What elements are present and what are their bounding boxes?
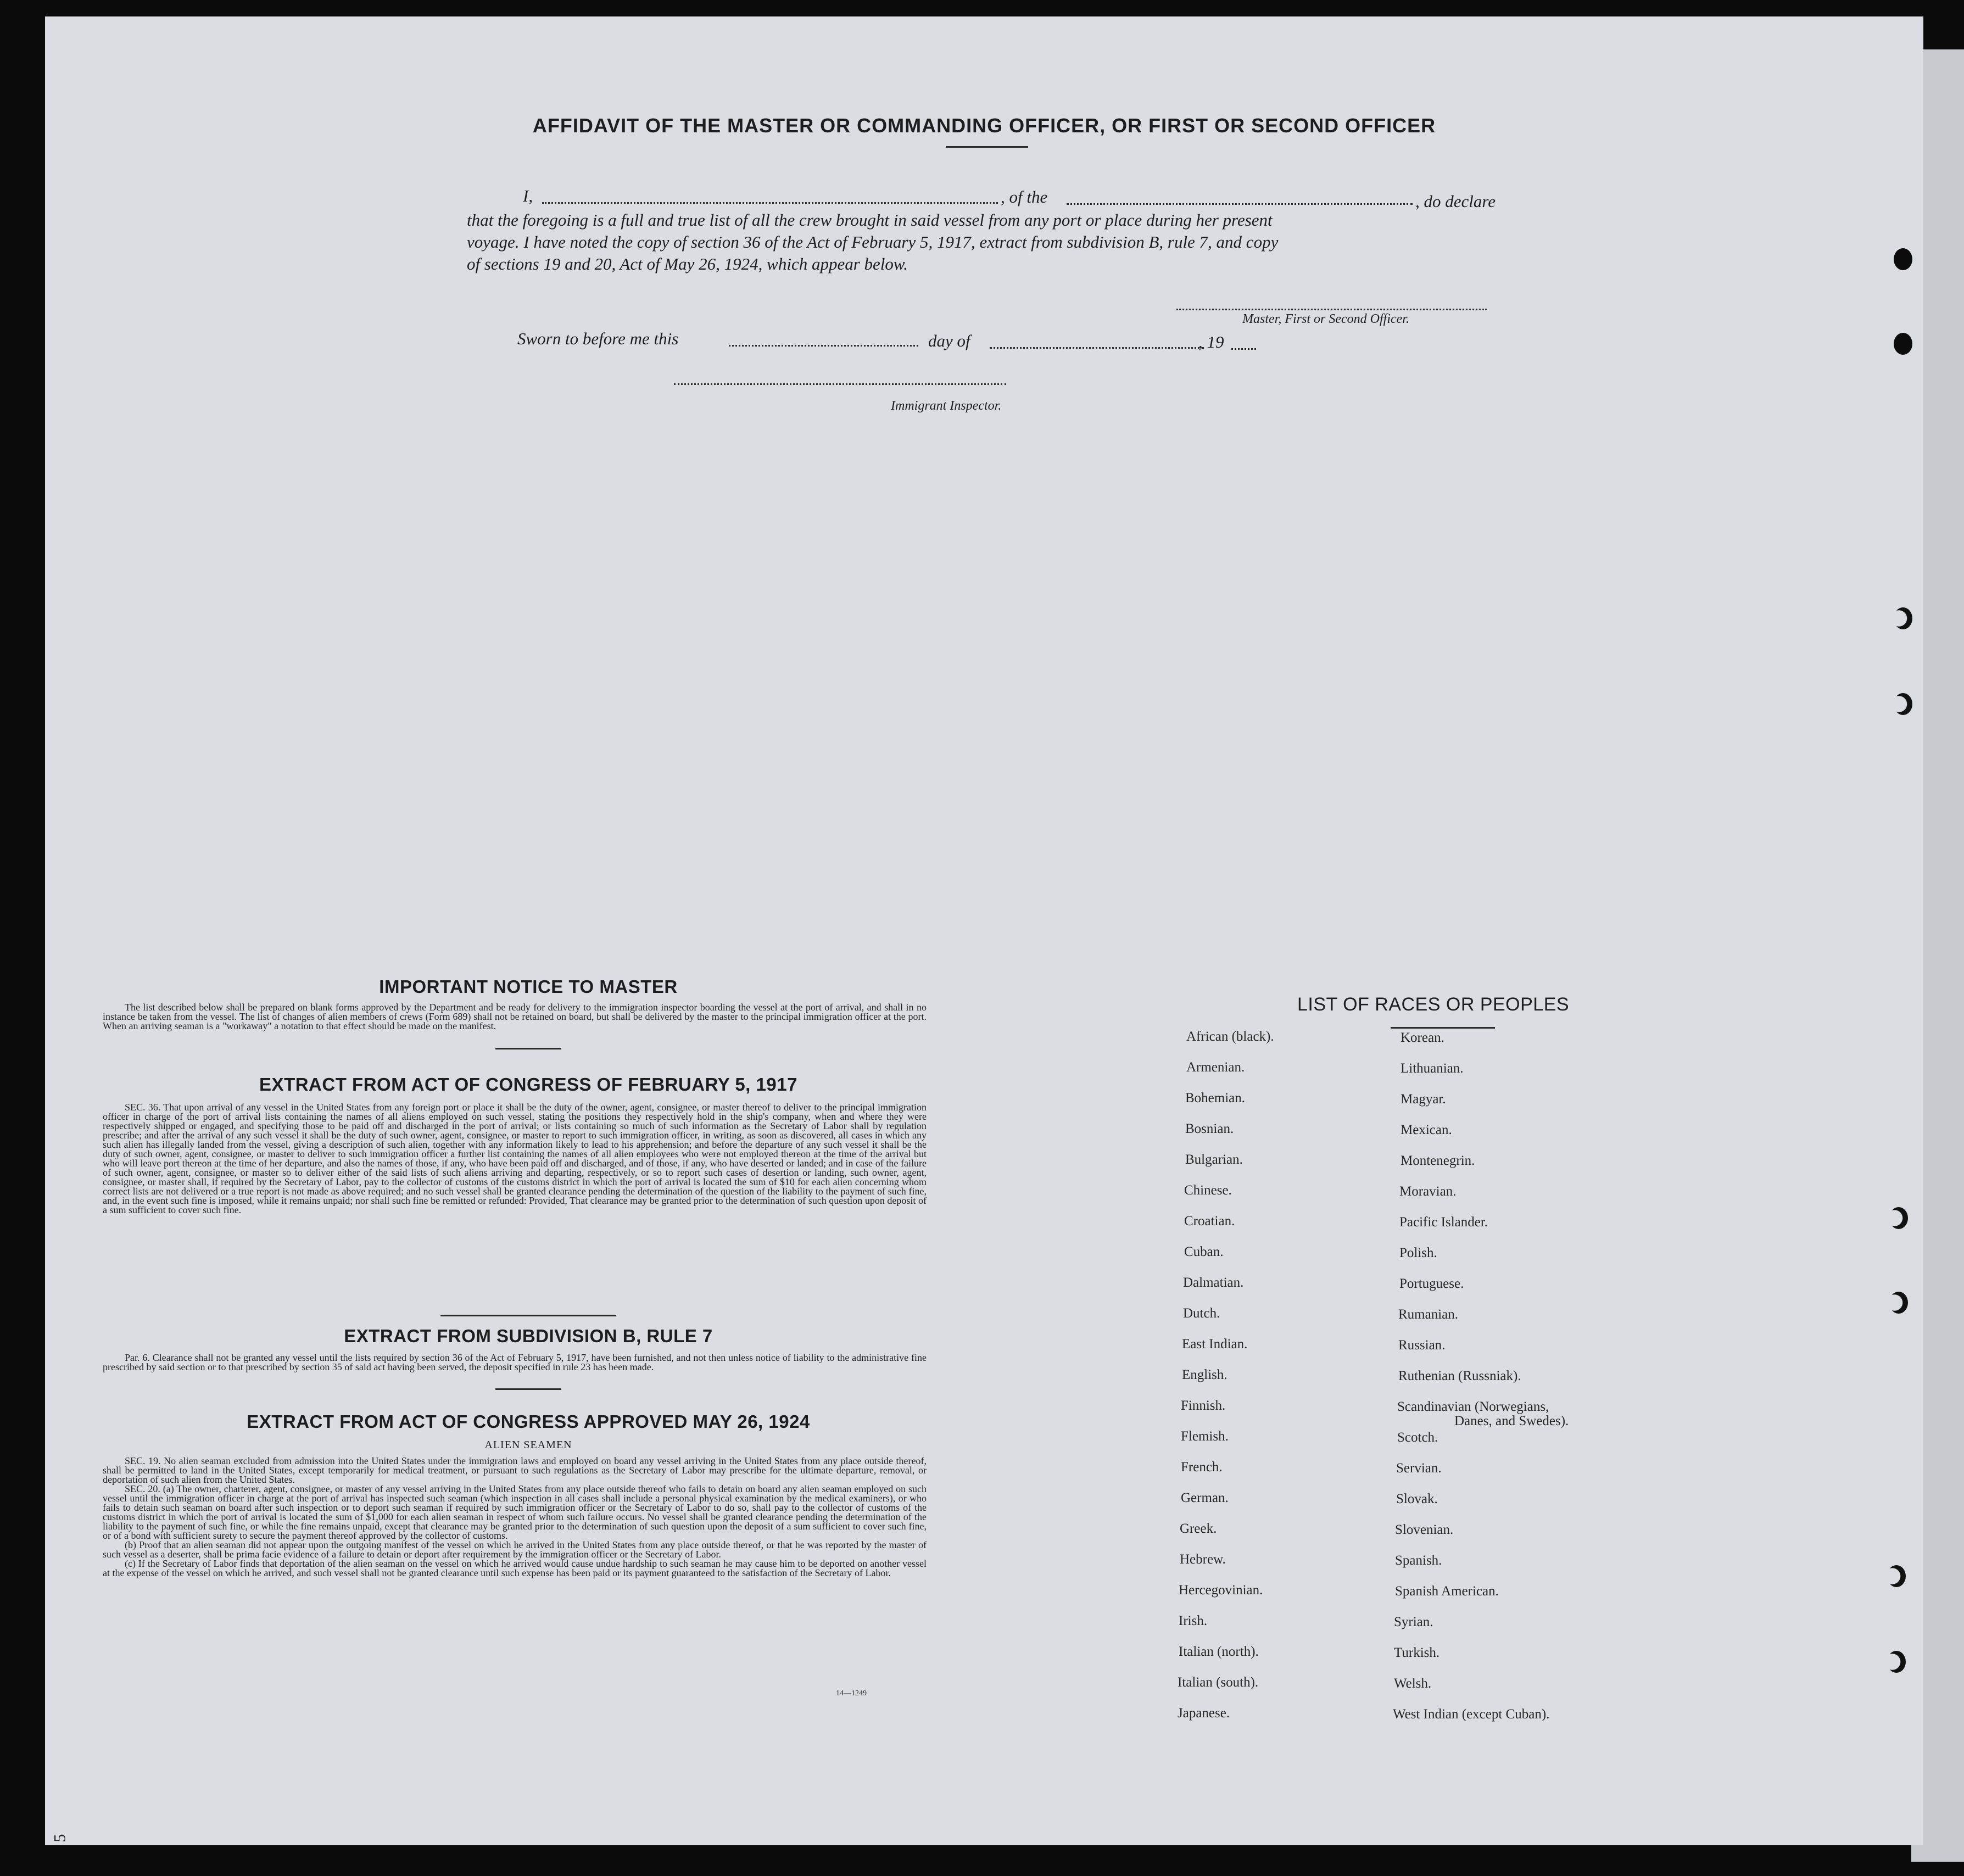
- affidavit-of-the: , of the: [1001, 187, 1048, 206]
- document-page: [45, 16, 1923, 1845]
- race-left-item: Chinese.: [1184, 1183, 1232, 1198]
- sworn-prefix: Sworn to before me this: [517, 329, 679, 348]
- extract-1917-title: EXTRACT FROM ACT OF CONGRESS OF FEBRUARY 5, 1917: [259, 1074, 797, 1095]
- race-left-item: Bulgarian.: [1185, 1152, 1243, 1167]
- punch-hole: [1894, 693, 1912, 715]
- race-left-item: Irish.: [1179, 1613, 1208, 1628]
- rule7-title: EXTRACT FROM SUBDIVISION B, RULE 7: [344, 1326, 713, 1346]
- race-right-item: Slovenian.: [1395, 1522, 1454, 1537]
- vessel-blank: [1067, 203, 1413, 205]
- sworn-day-of: day of: [928, 331, 970, 350]
- punch-hole: [1887, 1565, 1906, 1587]
- races-title: LIST OF RACES OR PEOPLES: [1297, 994, 1570, 1015]
- extract-1924-title: EXTRACT FROM ACT OF CONGRESS APPROVED MAY 26, 1924: [247, 1411, 810, 1432]
- race-right-item: Portuguese.: [1399, 1276, 1464, 1291]
- race-left-item: Italian (south).: [1178, 1675, 1259, 1690]
- race-left-item: French.: [1181, 1460, 1223, 1475]
- race-left-item: English.: [1182, 1367, 1228, 1382]
- notice-title: IMPORTANT NOTICE TO MASTER: [379, 976, 678, 997]
- race-left-item: Dalmatian.: [1183, 1275, 1244, 1290]
- extract-1924-text: [103, 1456, 927, 1578]
- race-right-item: Scotch.: [1397, 1430, 1438, 1445]
- race-left-item: Hebrew.: [1180, 1552, 1226, 1567]
- race-right-item: Korean.: [1401, 1030, 1444, 1045]
- race-left-item: Japanese.: [1178, 1706, 1230, 1721]
- race-right-item: Spanish.: [1395, 1553, 1442, 1568]
- master-label: Master, First or Second Officer.: [1242, 312, 1409, 326]
- punch-hole: [1887, 1651, 1906, 1673]
- race-left-item: Dutch.: [1183, 1306, 1220, 1321]
- sworn-year-blank: [1231, 348, 1256, 350]
- divider-3: [495, 1388, 561, 1390]
- extract-1917-text: [103, 1103, 927, 1215]
- race-left-item: East Indian.: [1182, 1337, 1248, 1352]
- sworn-day-blank: [729, 345, 918, 347]
- affidavit-title: AFFIDAVIT OF THE MASTER OR COMMANDING OFFICER, OR FIRST OR SECOND OFFICER: [532, 114, 1436, 137]
- race-left-item: Bohemian.: [1185, 1091, 1246, 1106]
- race-right-item: Ruthenian (Russniak).: [1398, 1369, 1521, 1383]
- form-number: 14—1249: [836, 1689, 867, 1698]
- race-left-item: Greek.: [1180, 1521, 1217, 1536]
- inspector-signature-line: [674, 383, 1006, 385]
- master-signature-line: [1176, 309, 1487, 310]
- sec20a-paragraph: SEC. 20. (a) The owner, charterer, agent, consignee, or master of any vessel arriving in the United States from any place outside thereof who fails to detain on board any alien seaman employed on such vessel until the immigration officer in charge at the port of arrival has inspected such seaman (which inspection in all cases shall include a personal physical examination by the medical examiners), or who fails to detain such seaman on board after such inspection or to deport such seaman if required by such immigration officer or the Secretary of Labor to do so, shall pay to the collector of customs of the customs district in which the port of arrival is located the sum of $1,000 for each alien seaman in respect of whom such failure occurs. No vessel shall be granted clearance pending the determination of the liability to the payment of such fine, or while the fine remains unpaid, except that clearance may be granted prior to the determination of such question upon the deposit of a sum sufficient to cover such fine, or of a bond with sufficient surety to secure the payment thereof approved by the collector of customs.: [103, 1483, 927, 1541]
- notice-text: [103, 1003, 927, 1031]
- race-left-item: Croatian.: [1184, 1214, 1235, 1229]
- races-underline: [1391, 1027, 1495, 1029]
- race-left-item: Armenian.: [1186, 1060, 1245, 1075]
- race-right-item: Magyar.: [1401, 1092, 1446, 1107]
- name-blank: [542, 202, 998, 204]
- sworn-month-blank: [990, 347, 1204, 349]
- notice-body: The list described below shall be prepared on blank forms approved by the Department and be ready for delivery to the immigration inspector boarding the vessel at the port of arrival, and shall in no instance be taken from the vessel. The list of changes of alien members of crews (Form 689) shall not be retained on board, but shall be delivered by the master to the principal immigration officer at the port. When an arriving seaman is a "workaway" a notation to that effect should be made on the manifest.: [103, 1002, 927, 1031]
- alien-seamen-subtitle: ALIEN SEAMEN: [484, 1439, 572, 1451]
- race-left-item: Hercegovinian.: [1179, 1583, 1263, 1598]
- extract-1917-body: SEC. 36. That upon arrival of any vessel in the United States from any foreign port or place it shall be the duty of the owner, agent, consignee, or master thereof to deliver to the principal immigration officer in charge of the port of arrival lists containing the names of all aliens employed on such vessel, stating the positions they respectively hold in the ship's company, when and where they were respectively shipped or engaged, and specifying those to be paid off and discharged in the port of arrival; or lists containing so much of such information as the Secretary of Labor shall by regulation prescribe; and after the arrival of any such vessel it shall be the duty of such owner, agent, consignee, or master to report to such immigration officer, in writing, as soon as discovered, all cases in which any such alien has illegally landed from the vessel, giving a description of such alien, together with any information likely to lead to his apprehension; and before the departure of any such vessel it shall be the duty of such owner, agent, consignee, or master to deliver to such immigration officer a further list containing the names of all alien employees who were not employed thereon at the time of the arrival but who will leave port thereon at the time of her departure, and also the names of those, if any, who have been paid off and discharged, and of those, if any, who have deserted or landed; and in case of the failure of such owner, agent, consignee, or master so to deliver either of the said lists of such aliens arriving and departing, respectively, or so to report such cases of desertion or landing, such owner, agent, consignee, or master shall, if required by the Secretary of Labor, pay to the collector of customs of the customs district in which the port of arrival is located the sum of $10 for each alien concerning whom correct lists are not delivered or a true report is not made as above required; and no such vessel shall be granted clearance pending the determination of the question of the liability to the payment of such fine, and, in the event such fine is imposed, while it remains unpaid; nor shall such fine be remitted or refunded: Provided, That clearance may be granted prior to the determination of such question upon deposit of a sum sufficient to cover such fine.: [103, 1102, 927, 1215]
- sec20b-paragraph: (b) Proof that an alien seaman did not appear upon the outgoing manifest of the vessel on which he arrived in the United States from any place outside thereof, or that he was reported by the master of such vessel as a deserter, shall be prima facie evidence of a failure to detain or deport after requirement by the immigration officer or the Secretary of Labor.: [103, 1539, 927, 1560]
- race-right-item: Scandinavian (Norwegians,: [1397, 1399, 1549, 1414]
- race-right-item: Moravian.: [1399, 1184, 1457, 1199]
- race-right-item: Rumanian.: [1398, 1307, 1459, 1322]
- race-right-item: West Indian (except Cuban).: [1393, 1707, 1550, 1722]
- sec20c-paragraph: (c) If the Secretary of Labor finds that deportation of the alien seaman on the vessel on which he arrived would cause undue hardship to such seaman he may cause him to be deported on another vessel at the expense of the vessel on which he arrived, and such vessel shall not be granted clearance until such expense has been paid or its payment guaranteed to the satisfaction of the Secretary of Labor.: [103, 1558, 927, 1578]
- divider-1: [495, 1048, 561, 1049]
- race-right-item: Polish.: [1399, 1246, 1437, 1260]
- race-left-item: Bosnian.: [1185, 1121, 1234, 1136]
- race-right-item: Pacific Islander.: [1399, 1215, 1488, 1230]
- race-left-item: Finnish.: [1181, 1398, 1226, 1413]
- race-right-item: Spanish American.: [1395, 1584, 1499, 1599]
- race-left-item: Flemish.: [1181, 1429, 1229, 1444]
- rule7-body: Par. 6. Clearance shall not be granted any vessel until the lists required by section 36 of the Act of February 5, 1917, have been furnished, and not then unless notice of liability to the administrative fine prescribed by said section or to that prescribed by section 35 of said act having been served, the deposit specified in rule 23 has been made.: [103, 1352, 927, 1372]
- race-right-item: Welsh.: [1394, 1676, 1432, 1691]
- affidavit-declare: , do declare: [1415, 192, 1496, 211]
- race-right-item: Servian.: [1396, 1461, 1442, 1476]
- punch-hole: [1889, 1292, 1908, 1314]
- race-right-item: Russian.: [1398, 1338, 1446, 1353]
- punch-hole: [1894, 248, 1912, 270]
- punch-hole: [1894, 333, 1912, 355]
- race-right-item: Turkish.: [1394, 1645, 1440, 1660]
- race-scandinavian-cont: Danes, and Swedes).: [1454, 1414, 1569, 1428]
- title-underline: [946, 146, 1028, 148]
- race-right-item: Syrian.: [1394, 1615, 1433, 1629]
- race-left-item: German.: [1181, 1490, 1229, 1505]
- rule7-text: [103, 1353, 927, 1372]
- race-right-item: Lithuanian.: [1401, 1061, 1464, 1076]
- sec19-paragraph: SEC. 19. No alien seaman excluded from admission into the United States under the immigration laws and employed on board any vessel arriving in the United States from any place outside thereof, shall be permitted to land in the United States, except temporarily for medical treatment, or pursuant to such regulations as the Secretary of Labor may prescribe for the ultimate departure, removal, or deportation of such alien from the United States.: [103, 1455, 927, 1485]
- race-right-item: Montenegrin.: [1401, 1153, 1475, 1168]
- affidavit-line-2: that the foregoing is a full and true list of all the crew brought in said vessel from any port or place during her present: [467, 210, 1273, 230]
- race-left-item: Cuban.: [1184, 1244, 1224, 1259]
- affidavit-line-3: voyage. I have noted the copy of section 36 of the Act of February 5, 1917, extract from subdivision B, rule 7, and copy: [467, 232, 1279, 252]
- margin-mark: 5: [51, 1834, 69, 1843]
- race-left-item: Italian (north).: [1179, 1644, 1259, 1659]
- inspector-label: Immigrant Inspector.: [891, 399, 1002, 413]
- affidavit-line-4: of sections 19 and 20, Act of May 26, 1924, which appear below.: [467, 254, 908, 273]
- race-right-item: Mexican.: [1401, 1123, 1452, 1137]
- punch-hole: [1894, 607, 1912, 629]
- punch-hole: [1889, 1207, 1908, 1229]
- sworn-year: , 19: [1198, 332, 1224, 351]
- affidavit-i: I,: [523, 186, 533, 205]
- divider-2: [440, 1315, 616, 1316]
- race-left-item: African (black).: [1186, 1029, 1274, 1044]
- race-right-item: Slovak.: [1396, 1492, 1438, 1506]
